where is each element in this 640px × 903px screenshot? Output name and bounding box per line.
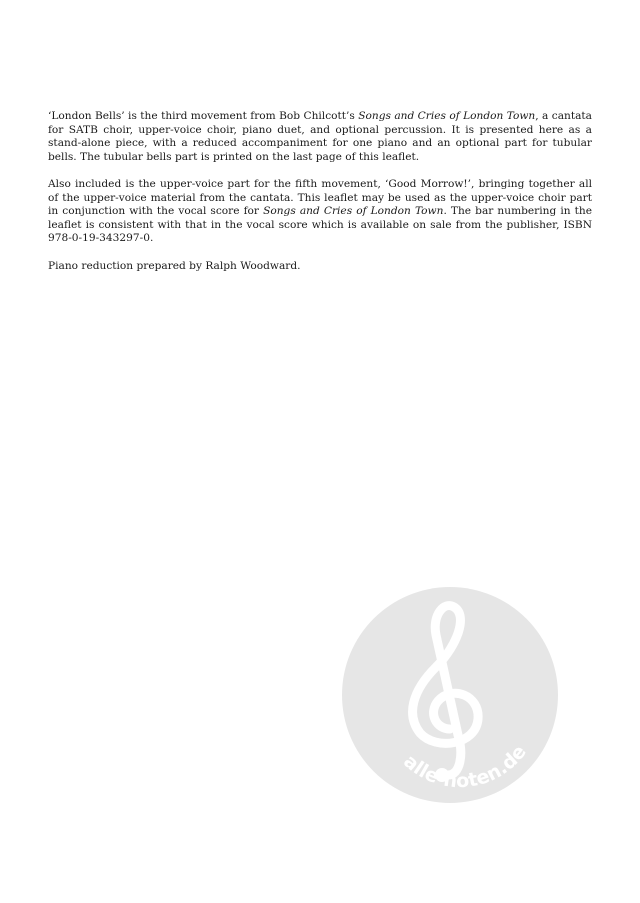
paragraph-upper-voice-text-a: Also included is the upper-voice part for the fifth movement, ‘Good Morrow!’, bringing together all of the upper-voice material from the cantata. This leaflet may be used as the upper-voice choir part in conjunction with the vocal score for bbox=[48, 177, 592, 218]
watermark-logo bbox=[340, 585, 560, 805]
paragraph-intro-text-a: ‘London Bells’ is the third movement from Bob Chilcott’s bbox=[48, 110, 359, 122]
work-title-italic: Songs and Cries of London Town bbox=[263, 205, 444, 218]
watermark-text: alle-noten.de bbox=[399, 741, 531, 793]
paragraph-upper-voice bbox=[48, 178, 592, 246]
paragraph-upper-voice-text-c: . The bar numbering in the leaflet is consistent with that in the vocal score which is available on sale from the publisher, ISBN 978-0-19-343297-0. bbox=[48, 205, 592, 245]
paragraph-intro bbox=[48, 110, 592, 164]
work-title-italic: Songs and Cries of London Town bbox=[358, 110, 536, 122]
paragraph-credit: Piano reduction prepared by Ralph Woodward. bbox=[48, 259, 301, 272]
foreword-text bbox=[48, 110, 592, 287]
paragraph-intro-text-c: , a cantata for SATB choir, upper-voice choir, piano duet, and optional percussion. It is presented here as a stand-alone piece, with a reduced accompaniment for one piano and an optional part for tubular bells. The tubular bells part is printed on the last page of this leaflet. bbox=[48, 110, 592, 163]
